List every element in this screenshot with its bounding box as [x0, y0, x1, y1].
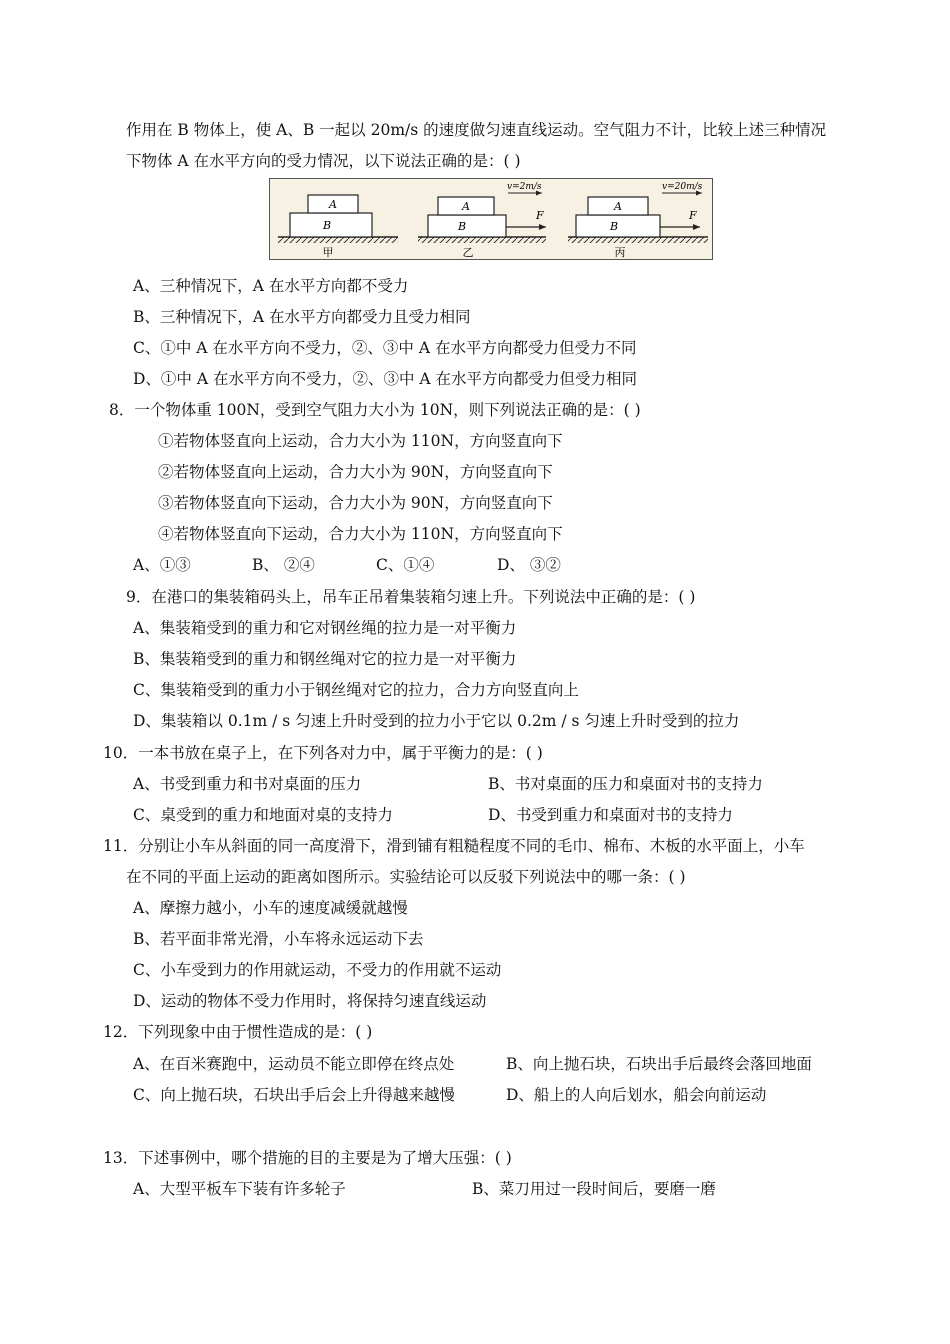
caption-bing: 丙: [614, 246, 626, 259]
q8-option-c[interactable]: C、①④: [376, 556, 435, 574]
q13-option-a[interactable]: A、大型平板车下装有许多轮子: [133, 1180, 346, 1198]
q10-option-a[interactable]: A、书受到重力和书对桌面的压力: [133, 775, 362, 793]
q12-option-c[interactable]: C、向上抛石块，石块出手后会上升得越来越慢: [133, 1086, 455, 1104]
q10-option-c[interactable]: C、桌受到的重力和地面对桌的支持力: [133, 806, 393, 824]
force-label: F: [689, 209, 697, 222]
label-a: A: [462, 200, 470, 213]
force-label: F: [536, 209, 544, 222]
q10-stem: 10．一本书放在桌子上，在下列各对力中，属于平衡力的是：( ): [103, 744, 543, 762]
q7-option-b[interactable]: B、三种情况下，A 在水平方向都受力且受力相同: [133, 308, 471, 326]
q8-item-4: ④若物体竖直向下运动，合力大小为 110N，方向竖直向下: [158, 525, 563, 543]
q9-option-d[interactable]: D、集装箱以 0.1m / s 匀速上升时受到的拉力小于它以 0.2m / s 匀速上升时受到的拉力: [133, 712, 740, 730]
q7-stem-line1: 作用在 B 物体上，使 A、B 一起以 20m/s 的速度做匀速直线运动。空气阻力不计，比较上述三种情况: [126, 121, 827, 139]
q12-option-d[interactable]: D、船上的人向后划水，船会向前运动: [506, 1086, 767, 1104]
q9-stem: 9．在港口的集装箱码头上，吊车正吊着集装箱匀速上升。下列说法中正确的是：( ): [126, 588, 696, 606]
q11-option-b[interactable]: B、若平面非常光滑，小车将永远运动下去: [133, 930, 424, 948]
label-b: B: [457, 220, 467, 233]
q10-option-b[interactable]: B、书对桌面的压力和桌面对书的支持力: [488, 775, 763, 793]
q13-stem: 13．下述事例中，哪个措施的目的主要是为了增大压强：( ): [103, 1149, 512, 1167]
q9-option-a[interactable]: A、集装箱受到的重力和它对钢丝绳的拉力是一对平衡力: [133, 619, 517, 637]
q8-stem: 8．一个物体重 100N，受到空气阻力大小为 10N，则下列说法正确的是：( ): [109, 401, 641, 419]
caption-jia: 甲: [322, 246, 334, 259]
q12-stem: 12．下列现象中由于惯性造成的是：( ): [103, 1023, 373, 1041]
q8-option-d[interactable]: D、 ③②: [497, 556, 561, 574]
q8-option-a[interactable]: A、①③: [133, 556, 191, 574]
q7-figure: [269, 178, 713, 260]
label-a: A: [329, 198, 337, 211]
label-a: A: [614, 200, 622, 213]
q8-item-2: ②若物体竖直向上运动，合力大小为 90N，方向竖直向下: [158, 463, 553, 481]
q7-option-a[interactable]: A、三种情况下，A 在水平方向都不受力: [133, 277, 409, 295]
q7-option-d[interactable]: D、①中 A 在水平方向不受力，②、③中 A 在水平方向都受力但受力相同: [133, 370, 638, 388]
q11-option-c[interactable]: C、小车受到力的作用就运动，不受力的作用就不运动: [133, 961, 502, 979]
figure-panel-yi: [418, 182, 546, 259]
q11-option-a[interactable]: A、摩擦力越小，小车的速度减缓就越慢: [133, 899, 408, 917]
q11-option-d[interactable]: D、运动的物体不受力作用时，将保持匀速直线运动: [133, 992, 487, 1010]
q13-option-b[interactable]: B、菜刀用过一段时间后，要磨一磨: [472, 1180, 716, 1198]
velocity-label: v=2m/s: [507, 182, 542, 192]
q9-option-c[interactable]: C、集装箱受到的重力小于钢丝绳对它的拉力，合力方向竖直向上: [133, 681, 579, 699]
velocity-label: v=20m/s: [662, 182, 703, 192]
q11-stem-line2: 在不同的平面上运动的距离如图所示。实验结论可以反驳下列说法中的哪一条：( ): [126, 868, 686, 886]
block-b: [428, 215, 506, 237]
q11-stem-line1: 11．分别让小车从斜面的同一高度滑下，滑到铺有粗糙程度不同的毛巾、棉布、木板的水平面上，小车: [103, 837, 805, 855]
q7-option-c[interactable]: C、①中 A 在水平方向不受力，②、③中 A 在水平方向都受力但受力不同: [133, 339, 637, 357]
figure-panel-jia: [278, 195, 398, 259]
label-b: B: [609, 220, 619, 233]
q12-option-a[interactable]: A、在百米赛跑中，运动员不能立即停在终点处: [133, 1055, 455, 1073]
figure-panel-bing: [568, 182, 708, 259]
q12-option-b[interactable]: B、向上抛石块，石块出手后最终会落回地面: [506, 1055, 812, 1073]
q7-stem-line2: 下物体 A 在水平方向的受力情况，以下说法正确的是：( ): [126, 152, 521, 170]
caption-yi: 乙: [462, 246, 474, 259]
label-b: B: [322, 219, 332, 232]
q8-item-3: ③若物体竖直向下运动，合力大小为 90N，方向竖直向下: [158, 494, 553, 512]
q10-option-d[interactable]: D、书受到重力和桌面对书的支持力: [488, 806, 733, 824]
q9-option-b[interactable]: B、集装箱受到的重力和钢丝绳对它的拉力是一对平衡力: [133, 650, 517, 668]
q8-item-1: ①若物体竖直向上运动，合力大小为 110N，方向竖直向下: [158, 432, 563, 450]
q8-option-b[interactable]: B、 ②④: [252, 556, 315, 574]
